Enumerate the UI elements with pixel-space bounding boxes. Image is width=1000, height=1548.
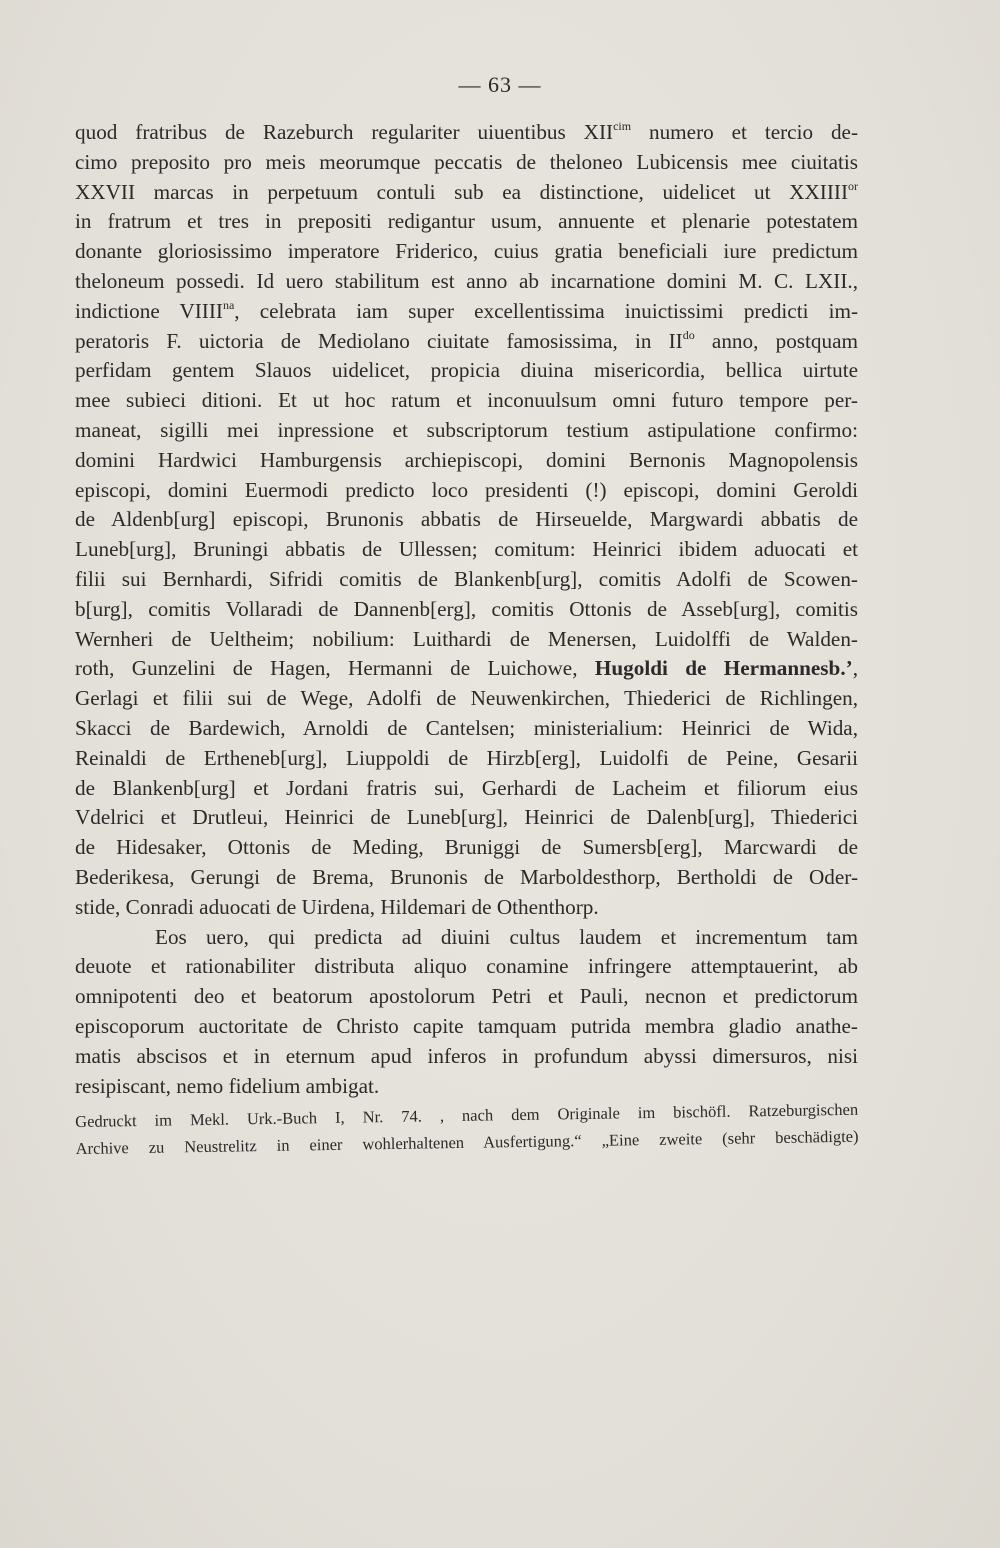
line-text: mee subieci ditioni. Et ut hoc ratum et inconuulsum omni futuro tempore per-	[75, 388, 858, 413]
line-text: Luneb[urg], Bruningi abbatis de Ullessen; comitum: Heinrici ibidem aduocati et	[75, 537, 858, 562]
text-line	[75, 714, 858, 744]
superscript: do	[682, 327, 695, 342]
text-line	[75, 982, 858, 1012]
superscript: or	[848, 178, 858, 193]
text-line	[75, 535, 858, 565]
line-text: filii sui Bernhardi, Sifridi comitis de Blankenb[urg], comitis Adolfi de Scowen-	[75, 566, 858, 591]
line-text: de Hidesaker, Ottonis de Meding, Bruniggi de Sumersb[erg], Marcwardi de	[75, 835, 858, 860]
text-line	[75, 386, 858, 416]
line-text: de Aldenb[urg] episcopi, Brunonis abbatis de Hirseuelde, Margwardi abbatis de	[75, 507, 858, 532]
text-line	[75, 356, 858, 386]
line-text: de Blankenb[urg] et Jordani fratris sui, Gerhardi de Lacheim et filiorum eius	[75, 775, 858, 800]
line-text: matis abscisos et in eternum apud inferos in profundum abyssi dimersuros, nisi	[75, 1043, 858, 1068]
page-number: — 63 —	[458, 72, 542, 97]
line-text: b[urg], comitis Vollaradi de Dannenb[erg], comitis Ottonis de Asseb[urg], comitis	[75, 596, 858, 621]
line-text: Eos uero, qui predicta ad diuini cultus laudem et incrementum tam	[155, 924, 858, 949]
line-text: perfidam gentem Slauos uidelicet, propicia diuina misericordia, bellica uirtute	[75, 358, 858, 383]
text-line	[75, 178, 858, 208]
text-line	[75, 118, 858, 148]
line-text: maneat, sigilli mei inpressione et subscriptorum testium astipulatione confirmo:	[75, 417, 858, 442]
text-line	[75, 207, 858, 237]
line-text: XXVII marcas in perpetuum contuli sub ea distinctione, uidelicet ut XXIIII	[75, 179, 848, 204]
line-text: Gedruckt im Mekl. Urk.-Buch I, Nr. 74. , nach dem Originale im bischöfl. Ratzeburgischen	[75, 1099, 859, 1131]
line-text: resipiscant, nemo fidelium ambigat.	[75, 1073, 380, 1098]
text-line	[75, 327, 858, 357]
text-line	[75, 446, 858, 476]
superscript: cim	[613, 119, 632, 133]
text-line	[75, 744, 858, 774]
text-line	[75, 684, 858, 714]
text-line	[75, 833, 858, 863]
line-text: Wernheri de Ueltheim; nobilium: Luithardi de Menersen, Luidolffi de Walden-	[75, 626, 858, 651]
text-line	[75, 267, 858, 297]
line-text: cimo preposito pro meis meorumque peccatis de theloneo Lubicensis mee ciuitatis	[75, 149, 858, 174]
text-line	[75, 237, 858, 267]
text-line	[75, 625, 858, 655]
text-line	[75, 565, 858, 595]
line-text: donante gloriosissimo imperatore Friderico, cuius gratia beneficiali iure predictum	[75, 239, 858, 264]
text-line	[75, 505, 858, 535]
text-line	[75, 297, 858, 327]
text-line	[75, 803, 858, 833]
line-text: Vdelrici et Drutleui, Heinrici de Luneb[urg], Heinrici de Dalenb[urg], Thiederici	[75, 805, 858, 830]
text-line	[75, 1042, 858, 1072]
line-text: roth, Gunzelini de Hagen, Hermanni de Luichowe,	[75, 656, 595, 681]
line-text: indictione VIIII	[75, 298, 223, 323]
main-text	[75, 118, 858, 1101]
line-text: Archive zu Neustrelitz in einer wohlerhaltenen Ausfertigung.“ „Eine zweite (sehr beschädigte)	[75, 1126, 859, 1158]
line-text: quod fratribus de Razeburch regulariter uiuentibus XII	[75, 120, 614, 144]
line-text-continued: anno, postquam	[694, 328, 858, 353]
line-text: stide, Conradi aduocati de Uirdena, Hildemari de Othenthorp.	[75, 894, 599, 919]
superscript: na	[222, 297, 235, 312]
text-line	[75, 952, 858, 982]
line-text: Reinaldi de Ertheneb[urg], Liuppoldi de Hirzb[erg], Luidolfi de Peine, Gesarii	[75, 745, 858, 770]
paragraph-anathema	[75, 923, 858, 1102]
text-line	[75, 148, 858, 178]
line-text: Gerlagi et filii sui de Wege, Adolfi de Neuwenkirchen, Thiederici de Richlingen,	[75, 686, 858, 711]
line-text: episcopi, domini Euermodi predicto loco presidenti (!) episcopi, domini Geroldi	[75, 477, 858, 502]
line-text-continued: , celebrata iam super excellentissima inuictissimi predicti im-	[234, 298, 858, 323]
line-text: episcoporum auctoritate de Christo capite tamquam putrida membra gladio anathe-	[75, 1013, 858, 1038]
bold-name: Hugoldi de Hermannesb.’	[594, 656, 853, 681]
line-text: peratoris F. uictoria de Mediolano ciuitate famosissima, in II	[75, 328, 683, 353]
text-line	[75, 893, 858, 923]
line-text: in fratrum et tres in prepositi redigantur usum, annuente et plenarie potestatem	[75, 209, 858, 234]
text-line	[75, 476, 858, 506]
text-line	[75, 654, 858, 684]
paragraph-charter-body	[75, 118, 858, 923]
text-line	[75, 1012, 858, 1042]
line-text: Skacci de Bardewich, Arnoldi de Cantelsen; ministerialium: Heinrici de Wida,	[75, 715, 858, 740]
line-text-continued: numero et tercio de-	[631, 120, 859, 144]
line-text: deuote et rationabiliter distributa aliquo conamine infringere attemptauerint, ab	[75, 954, 858, 979]
text-line	[75, 923, 858, 953]
footnote	[75, 1096, 859, 1162]
line-text: omnipotenti deo et beatorum apostolorum Petri et Pauli, necnon et predictorum	[75, 984, 858, 1009]
line-text: Bederikesa, Gerungi de Brema, Brunonis de Marboldesthorp, Bertholdi de Oder-	[75, 864, 858, 889]
line-text-continued: ,	[852, 656, 858, 681]
line-text: domini Hardwici Hamburgensis archiepiscopi, domini Bernonis Magnopolensis	[75, 447, 858, 472]
text-line	[75, 595, 858, 625]
text-line	[75, 416, 858, 446]
line-text: theloneum possedi. Id uero stabilitum est anno ab incarnatione domini M. C. LXII.,	[75, 268, 858, 293]
text-line	[75, 863, 858, 893]
text-line	[75, 774, 858, 804]
